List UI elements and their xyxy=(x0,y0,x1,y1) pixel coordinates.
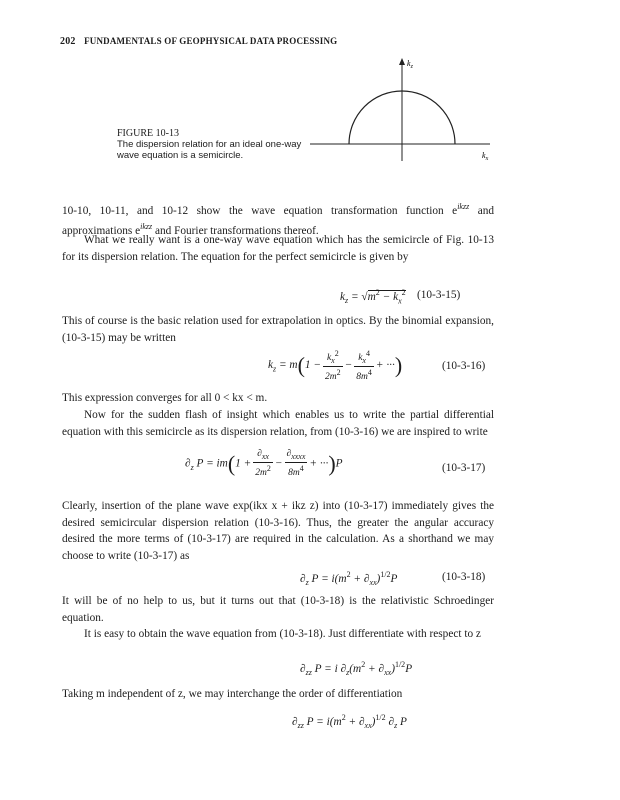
equation-number-17: (10-3-17) xyxy=(442,462,486,474)
running-header xyxy=(60,36,337,47)
paragraph-9: Taking m independent of z, we may interchange the order of differentiation xyxy=(62,688,403,700)
page-number: 202 xyxy=(60,36,76,47)
kx-axis-label: $k_x$ xyxy=(482,151,489,162)
paragraph-5: Now for the sudden flash of insight which enables us to write the partial differential equation with this semicircle as its dispersion relation, from (10-3-16) we are inspired to write xyxy=(62,409,494,438)
figure-label: FIGURE 10-13 xyxy=(117,128,179,139)
paragraph-4: This expression converges for all 0 < kx < m. xyxy=(62,392,268,404)
paragraph-2: What we really want is a one-way wave equation which has the semicircle of Fig. 10-13 for its dispersion relation. The equation for the perfect semicircle is given by xyxy=(62,234,494,263)
equation-second-derivative: $\partial_{zz}$ P = i $\partial_z(m^2 + \partial_{xx})^{1/2}P$ xyxy=(300,660,413,678)
kz-arrow xyxy=(399,58,405,65)
book-title: FUNDAMENTALS OF GEOPHYSICAL DATA PROCESSING xyxy=(84,36,338,46)
paragraph-3: This of course is the basic relation used for extrapolation in optics. By the binomial expansion, (10-3-15) may be written xyxy=(62,315,494,344)
paragraph-8: It is easy to obtain the wave equation from (10-3-18). Just differentiate with respect to z xyxy=(84,628,481,640)
equation-10-3-17: $\partial_z$ P = im(1 + $\frac{\partial_{xx}}{2m^2}$ − $\frac{\partial_{xxxx}}{8m^4}$ + ···)P xyxy=(185,449,343,479)
equation-number-15: (10-3-15) xyxy=(417,289,461,301)
semicircle-dispersion-figure xyxy=(300,56,500,168)
equation-number-18: (10-3-18) xyxy=(442,571,486,583)
paragraph-1: 10-10, 10-11, and 10-12 show the wave equation transformation function $e^{ikzz}$ and approximations $e^{ikzz}$ and Fourier transformations thereof. xyxy=(62,202,495,238)
equation-10-3-18: $\partial_z$ $P = i(m^2 + \partial_{xx})^{1/2}P$ xyxy=(300,570,398,588)
paragraph-7: It will be of no help to us, but it turns out that (10-3-18) is the relativistic Schroedinger equation. xyxy=(62,595,494,624)
figure-caption-text: The dispersion relation for an ideal one-way wave equation is a semicircle. xyxy=(117,139,302,161)
paragraph-6: Clearly, insertion of the plane wave exp(ikx x + ikz z) into (10-3-17) immediately gives the desired semicircular dispersion relation (10-3-16). Thus, the greater the angular accuracy desired the more terms of (10-3-17) are required in the calculation. As a shorthand we may choose to write (10-3-17) as xyxy=(62,500,494,562)
equation-10-3-16: $k_z = m(1$ − $\frac{k_x^2}{2m^2}$ − $\frac{k_x^4}{8m^4}$ + ···) xyxy=(268,349,403,383)
equation-number-16: (10-3-16) xyxy=(442,360,486,372)
figure-caption xyxy=(117,128,317,161)
equation-10-3-15: $k_z = √m^2 - k_x^2$ xyxy=(340,288,406,306)
equation-interchanged: $\partial_{zz}$ $P = i(m^2 + \partial_{xx})^{1/2}$ $\partial_z$ P xyxy=(292,713,407,731)
kz-axis-label: $k_z$ xyxy=(407,59,413,70)
